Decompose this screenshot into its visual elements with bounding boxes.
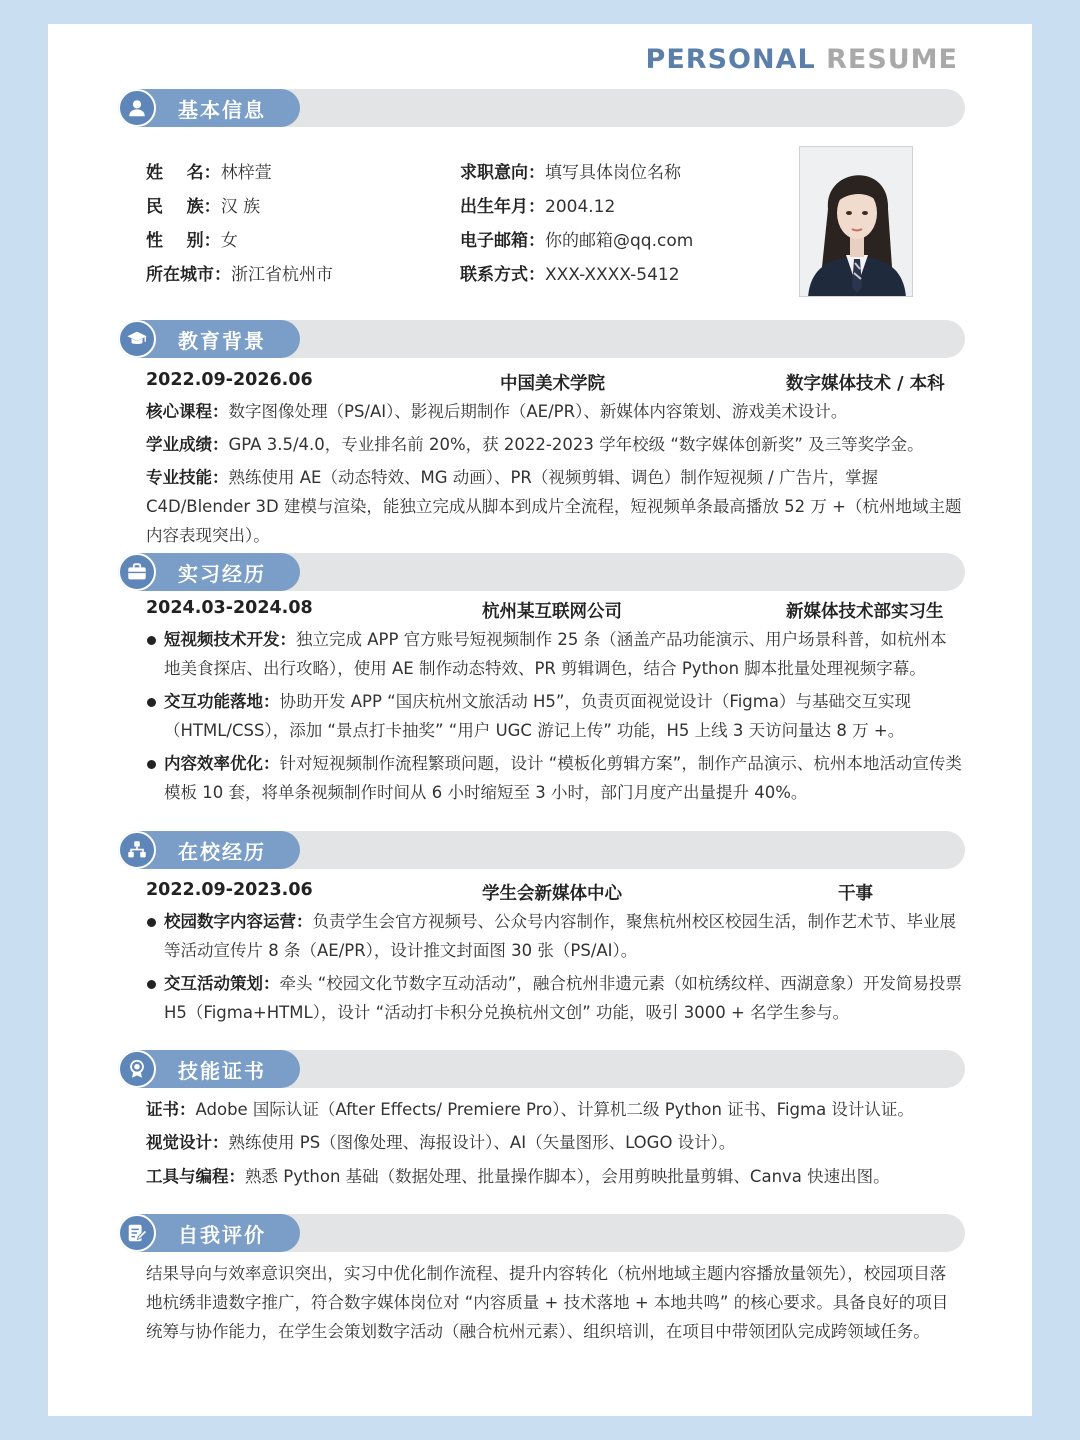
basic-job-row — [460, 158, 681, 183]
section-header-self — [118, 1214, 965, 1252]
basic-phone-row — [460, 260, 680, 285]
basic-gender-row — [146, 226, 238, 251]
section-header-campus — [118, 831, 965, 869]
internship-item — [146, 749, 962, 807]
skills-cert — [146, 1095, 962, 1124]
name-label: 姓 名： — [146, 163, 221, 183]
edu-skills-text: 熟练使用 AE（动态特效、MG 动画）、PR（视频剪辑、调色）制作短视频 / 广告片，掌握 C4D/Blender 3D 建模与渲染，能独立完成从脚本到成片全流程，短视频单条最高播放 52 万 +（杭州地域主题内容表现突出）。 — [146, 468, 962, 545]
courses-label: 核心课程： — [146, 402, 229, 421]
education-school: 中国美术学院 — [500, 374, 605, 394]
internship-item-label: 内容效率优化： — [164, 754, 280, 773]
grades-label: 学业成绩： — [146, 435, 229, 454]
ethnic-value: 汉 族 — [220, 197, 261, 217]
city-value: 浙江省杭州市 — [231, 265, 333, 285]
campus-item-text: 负责学生会官方视频号、公众号内容制作，聚焦杭州校区校园生活，制作艺术节、毕业展等活动宣传片 8 条（AE/PR），设计推文封面图 30 张（PS/AI）。 — [164, 912, 956, 960]
internship-item-text: 针对短视频制作流程繁琐问题，设计 “模板化剪辑方案”，制作产品演示、杭州本地活动宣传类模板 10 套，将单条视频制作时间从 6 小时缩短至 3 小时，部门月度产出量提升 40%。 — [164, 754, 962, 802]
section-title-education: 教育背景 — [178, 329, 266, 353]
gender-value: 女 — [220, 231, 238, 251]
section-header-education — [118, 320, 965, 358]
internship-item — [146, 625, 962, 683]
skills-tools — [146, 1162, 962, 1191]
job-label: 求职意向： — [460, 163, 545, 183]
cert-label: 证书： — [146, 1100, 196, 1119]
campus-date: 2022.09-2023.06 — [146, 880, 313, 900]
self-evaluation-text: 结果导向与效率意识突出，实习中优化制作流程、提升内容转化（杭州地域主题内容播放量领先），校园项目落地杭绣非遗数字推广，符合数字媒体岗位对 “内容质量 + 技术落地 + 本地共鸣” 的核心要求。具备良好的项目统筹与协作能力，在学生会策划数字活动（融合杭州元素）、组织培训，在项目中带领团队完成跨领域任务。 — [146, 1264, 949, 1341]
birth-value: 2004.12 — [545, 197, 616, 217]
birth-label: 出生年月： — [460, 197, 545, 217]
education-grades — [146, 430, 962, 459]
courses-text: 数字图像处理（PS/AI）、影视后期制作（AE/PR）、新媒体内容策划、游戏美术设计。 — [228, 402, 848, 421]
user-icon — [118, 89, 156, 127]
education-major: 数字媒体技术 / 本科 — [786, 374, 945, 394]
section-header-internship — [118, 553, 965, 591]
section-title-internship: 实习经历 — [178, 562, 266, 586]
gender-label: 性 别： — [146, 231, 221, 251]
name-value: 林梓萱 — [220, 163, 272, 183]
tools-text: 熟悉 Python 基础（数据处理、批量操作脚本），会用剪映批量剪辑、Canva 快速出图。 — [245, 1167, 890, 1186]
skills-visual — [146, 1128, 962, 1157]
internship-item-label: 短视频技术开发： — [164, 630, 296, 649]
city-label: 所在城市： — [146, 265, 231, 285]
internship-item-text: 独立完成 APP 官方账号短视频制作 25 条（涵盖产品功能演示、用户场景科普，如杭州本地美食探店、出行攻略），使用 AE 制作动态特效、PR 剪辑调色，结合 Python 脚本批量处理视频字幕。 — [164, 630, 947, 678]
campus-header-row — [146, 880, 956, 904]
title-personal: PERSONAL — [645, 44, 816, 75]
page-title — [646, 44, 958, 75]
section-header-skills — [118, 1050, 965, 1088]
section-title-self: 自我评价 — [178, 1223, 266, 1247]
education-date: 2022.09-2026.06 — [146, 370, 313, 390]
internship-date: 2024.03-2024.08 — [146, 598, 313, 618]
briefcase-icon — [118, 553, 156, 591]
internship-item-text: 协助开发 APP “国庆杭州文旅活动 H5”，负责页面视觉设计（Figma）与基础交互实现（HTML/CSS），添加 “景点打卡抽奖” “用户 UGC 游记上传” 功能，H5 上线 3 天访问量达 8 万 +。 — [164, 692, 911, 740]
ethnic-label: 民 族： — [146, 197, 221, 217]
campus-role: 干事 — [838, 884, 873, 904]
basic-email-row — [460, 226, 693, 251]
organization-icon — [118, 831, 156, 869]
cert-text: Adobe 国际认证（After Effects/ Premiere Pro）、计算机二级 Python 证书、Figma 设计认证。 — [195, 1100, 914, 1119]
education-courses — [146, 397, 962, 426]
profile-photo — [799, 146, 913, 297]
campus-item-label: 交互活动策划： — [164, 974, 280, 993]
edit-note-icon — [118, 1214, 156, 1252]
internship-company: 杭州某互联网公司 — [482, 602, 622, 622]
campus-item-text: 牵头 “校园文化节数字互动活动”，融合杭州非遗元素（如杭绣纹样、西湖意象）开发简易投票 H5（Figma+HTML），设计 “活动打卡积分兑换杭州文创” 功能，吸引 3000 + 名学生参与。 — [164, 974, 962, 1022]
job-value: 填写具体岗位名称 — [545, 163, 681, 183]
campus-item — [146, 907, 962, 965]
visual-label: 视觉设计： — [146, 1133, 229, 1152]
education-header-row — [146, 370, 956, 394]
education-skills — [146, 463, 962, 550]
graduation-cap-icon — [118, 320, 156, 358]
visual-text: 熟练使用 PS（图像处理、海报设计）、AI（矢量图形、LOGO 设计）。 — [228, 1133, 736, 1152]
internship-item — [146, 687, 962, 745]
basic-name-row — [146, 158, 272, 183]
campus-org: 学生会新媒体中心 — [482, 884, 622, 904]
basic-ethnic-row — [146, 192, 260, 217]
email-label: 电子邮箱： — [460, 231, 545, 251]
phone-label: 联系方式： — [460, 265, 545, 285]
section-title-skills: 技能证书 — [178, 1059, 266, 1083]
section-title-campus: 在校经历 — [178, 840, 266, 864]
basic-city-row — [146, 260, 333, 285]
title-resume: RESUME — [826, 44, 958, 75]
campus-item — [146, 969, 962, 1027]
campus-item-label: 校园数字内容运营： — [164, 912, 313, 931]
grades-text: GPA 3.5/4.0，专业排名前 20%，获 2022-2023 学年校级 “数字媒体创新奖” 及三等奖学金。 — [228, 435, 924, 454]
edu-skills-label: 专业技能： — [146, 468, 229, 487]
internship-header-row — [146, 598, 956, 622]
internship-role: 新媒体技术部实习生 — [786, 602, 944, 622]
section-title-basic: 基本信息 — [178, 98, 266, 122]
basic-birth-row — [460, 192, 615, 217]
internship-item-label: 交互功能落地： — [164, 692, 280, 711]
section-header-basic — [118, 89, 965, 127]
tools-label: 工具与编程： — [146, 1167, 245, 1186]
award-icon — [118, 1050, 156, 1088]
phone-value: XXX-XXXX-5412 — [545, 265, 680, 285]
email-value: 你的邮箱@qq.com — [545, 231, 694, 251]
